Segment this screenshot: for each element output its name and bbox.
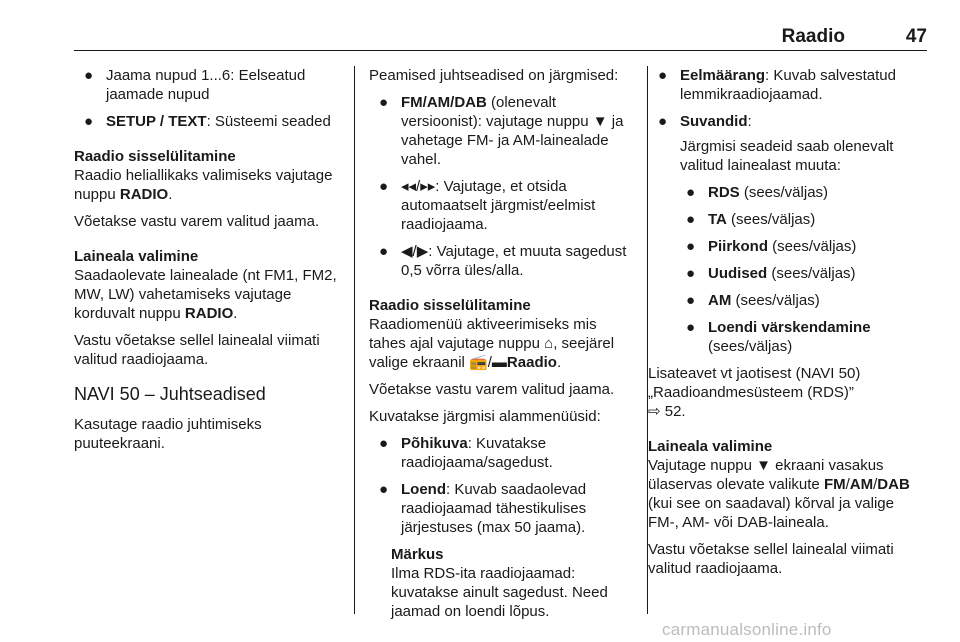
list-item: ● Piirkond (sees/väljas) (686, 238, 857, 255)
paragraph: Vastu võetakse sellel lainealal viimati valitud raadiojaama. (74, 332, 320, 368)
watermark: carmanualsonline.info (662, 620, 832, 639)
list-item: ● Jaama nupud 1...6: Eelseatud jaamade nupud (84, 67, 306, 103)
bullet-icon: ● (686, 319, 696, 336)
subheading: Laineala valimine (648, 438, 773, 455)
subheading: Laineala valimine (74, 248, 199, 265)
bullet-icon: ● (379, 178, 389, 195)
page-header (74, 26, 927, 51)
column-1 (74, 66, 342, 461)
column-divider-1 (354, 66, 355, 614)
paragraph: Võetakse vastu varem valitud jaama. (74, 213, 320, 230)
list-item: ● Eelmäärang: Kuvab salvestatud lemmikraadiojaamad. (658, 67, 896, 103)
home-icon: ⌂ (544, 335, 554, 352)
paragraph: Võetakse vastu varem valitud jaama. (369, 381, 615, 398)
paragraph: Lisateavet vt jaotisest (NAVI 50) „Raadioandmesüsteem (RDS)” ⇨ 52. (648, 365, 861, 420)
bullet-icon: ● (686, 238, 696, 255)
list-item: ● FM/AM/DAB (olenevalt versioonist): vajutage nuppu ▼ ja vahetage FM- ja AM-lainealade vahel. (379, 94, 624, 168)
seek-icon: ◂◂/▸▸ (401, 178, 436, 195)
bullet-icon: ● (379, 481, 389, 498)
page-title: Raadio (781, 26, 845, 47)
paragraph: Raadiomenüü aktiveerimiseks mis tahes ajal vajutage nuppu ⌂, seejärel valige ekraanil 📻/▬Raadio. (369, 316, 615, 371)
list-item: ● Loend: Kuvab saadaolevad raadiojaamad tähestikulises järjestuses (max 50 jaama). (379, 481, 587, 536)
list-item: ● ◀/▶: Vajutage, et muuta sagedust 0,5 võrra üles/alla. (379, 243, 627, 279)
paragraph: Vajutage nuppu ▼ ekraani vasakus ülaservas olevate valikute FM/AM/DAB (kui see on saadaval) kõrval ja valige FM-, AM- või DAB-laineala. (648, 457, 910, 531)
list-item: ● Põhikuva: Kuvatakse raadiojaama/sagedust. (379, 435, 553, 471)
paragraph: Saadaolevate lainealade (nt FM1, FM2, MW, LW) vahetamiseks vajutage korduvalt nuppu RADIO. (74, 267, 337, 322)
note-block (391, 545, 633, 621)
subheading: Raadio sisselülitamine (369, 297, 531, 314)
section-title: NAVI 50 – Juhtseadised (74, 384, 266, 404)
tune-icon: ◀/▶ (401, 243, 429, 260)
list-item: ● SETUP / TEXT: Süsteemi seaded (84, 113, 331, 130)
list-item: ● Loendi värskendamine (sees/väljas) (686, 319, 871, 355)
bullet-icon: ● (379, 94, 389, 111)
column-3 (648, 66, 928, 586)
radio-icon: 📻 (469, 354, 488, 371)
page-number: 47 (905, 26, 927, 47)
paragraph: Kuvatakse järgmisi alammenüüsid: (369, 408, 601, 425)
list-item: ● ◂◂/▸▸: Vajutage, et otsida automaatselt järgmist/eelmist raadiojaama. (379, 178, 596, 233)
bullet-icon: ● (379, 435, 389, 452)
note-heading: Märkus (391, 546, 444, 563)
bullet-icon: ● (686, 211, 696, 228)
list-item: ● Uudised (sees/väljas) (686, 265, 856, 282)
bullet-icon: ● (658, 113, 668, 130)
page-reference-icon: ⇨ (648, 403, 661, 420)
list-item: ● TA (sees/väljas) (686, 211, 816, 228)
paragraph: Kasutage raadio juhtimiseks puuteekraani. (74, 416, 262, 452)
subheading: Raadio sisselülitamine (74, 148, 236, 165)
list-item: ● RDS (sees/väljas) (686, 184, 829, 201)
bullet-icon: ● (686, 184, 696, 201)
radio-bar-icon: ▬ (491, 354, 507, 371)
list-item: ● AM (sees/väljas) (686, 292, 820, 309)
paragraph: Raadio heliallikaks valimiseks vajutage nuppu RADIO. (74, 167, 333, 203)
column-2 (369, 66, 633, 629)
bullet-icon: ● (84, 67, 94, 84)
bullet-icon: ● (84, 113, 94, 130)
bullet-icon: ● (686, 292, 696, 309)
note-text: Ilma RDS-ita raadiojaamad: kuvatakse ainult sagedust. Need jaamad on loendi lõpus. (391, 565, 608, 620)
paragraph: Vastu võetakse sellel lainealal viimati valitud raadiojaama. (648, 541, 894, 577)
list-item: ● Suvandid: Järgmisi seadeid saab olenevalt valitud lainealast muuta: (658, 113, 894, 174)
bullet-icon: ● (686, 265, 696, 282)
paragraph: Peamised juhtseadised on järgmised: (369, 67, 619, 84)
bullet-icon: ● (658, 67, 668, 84)
bullet-icon: ● (379, 243, 389, 260)
